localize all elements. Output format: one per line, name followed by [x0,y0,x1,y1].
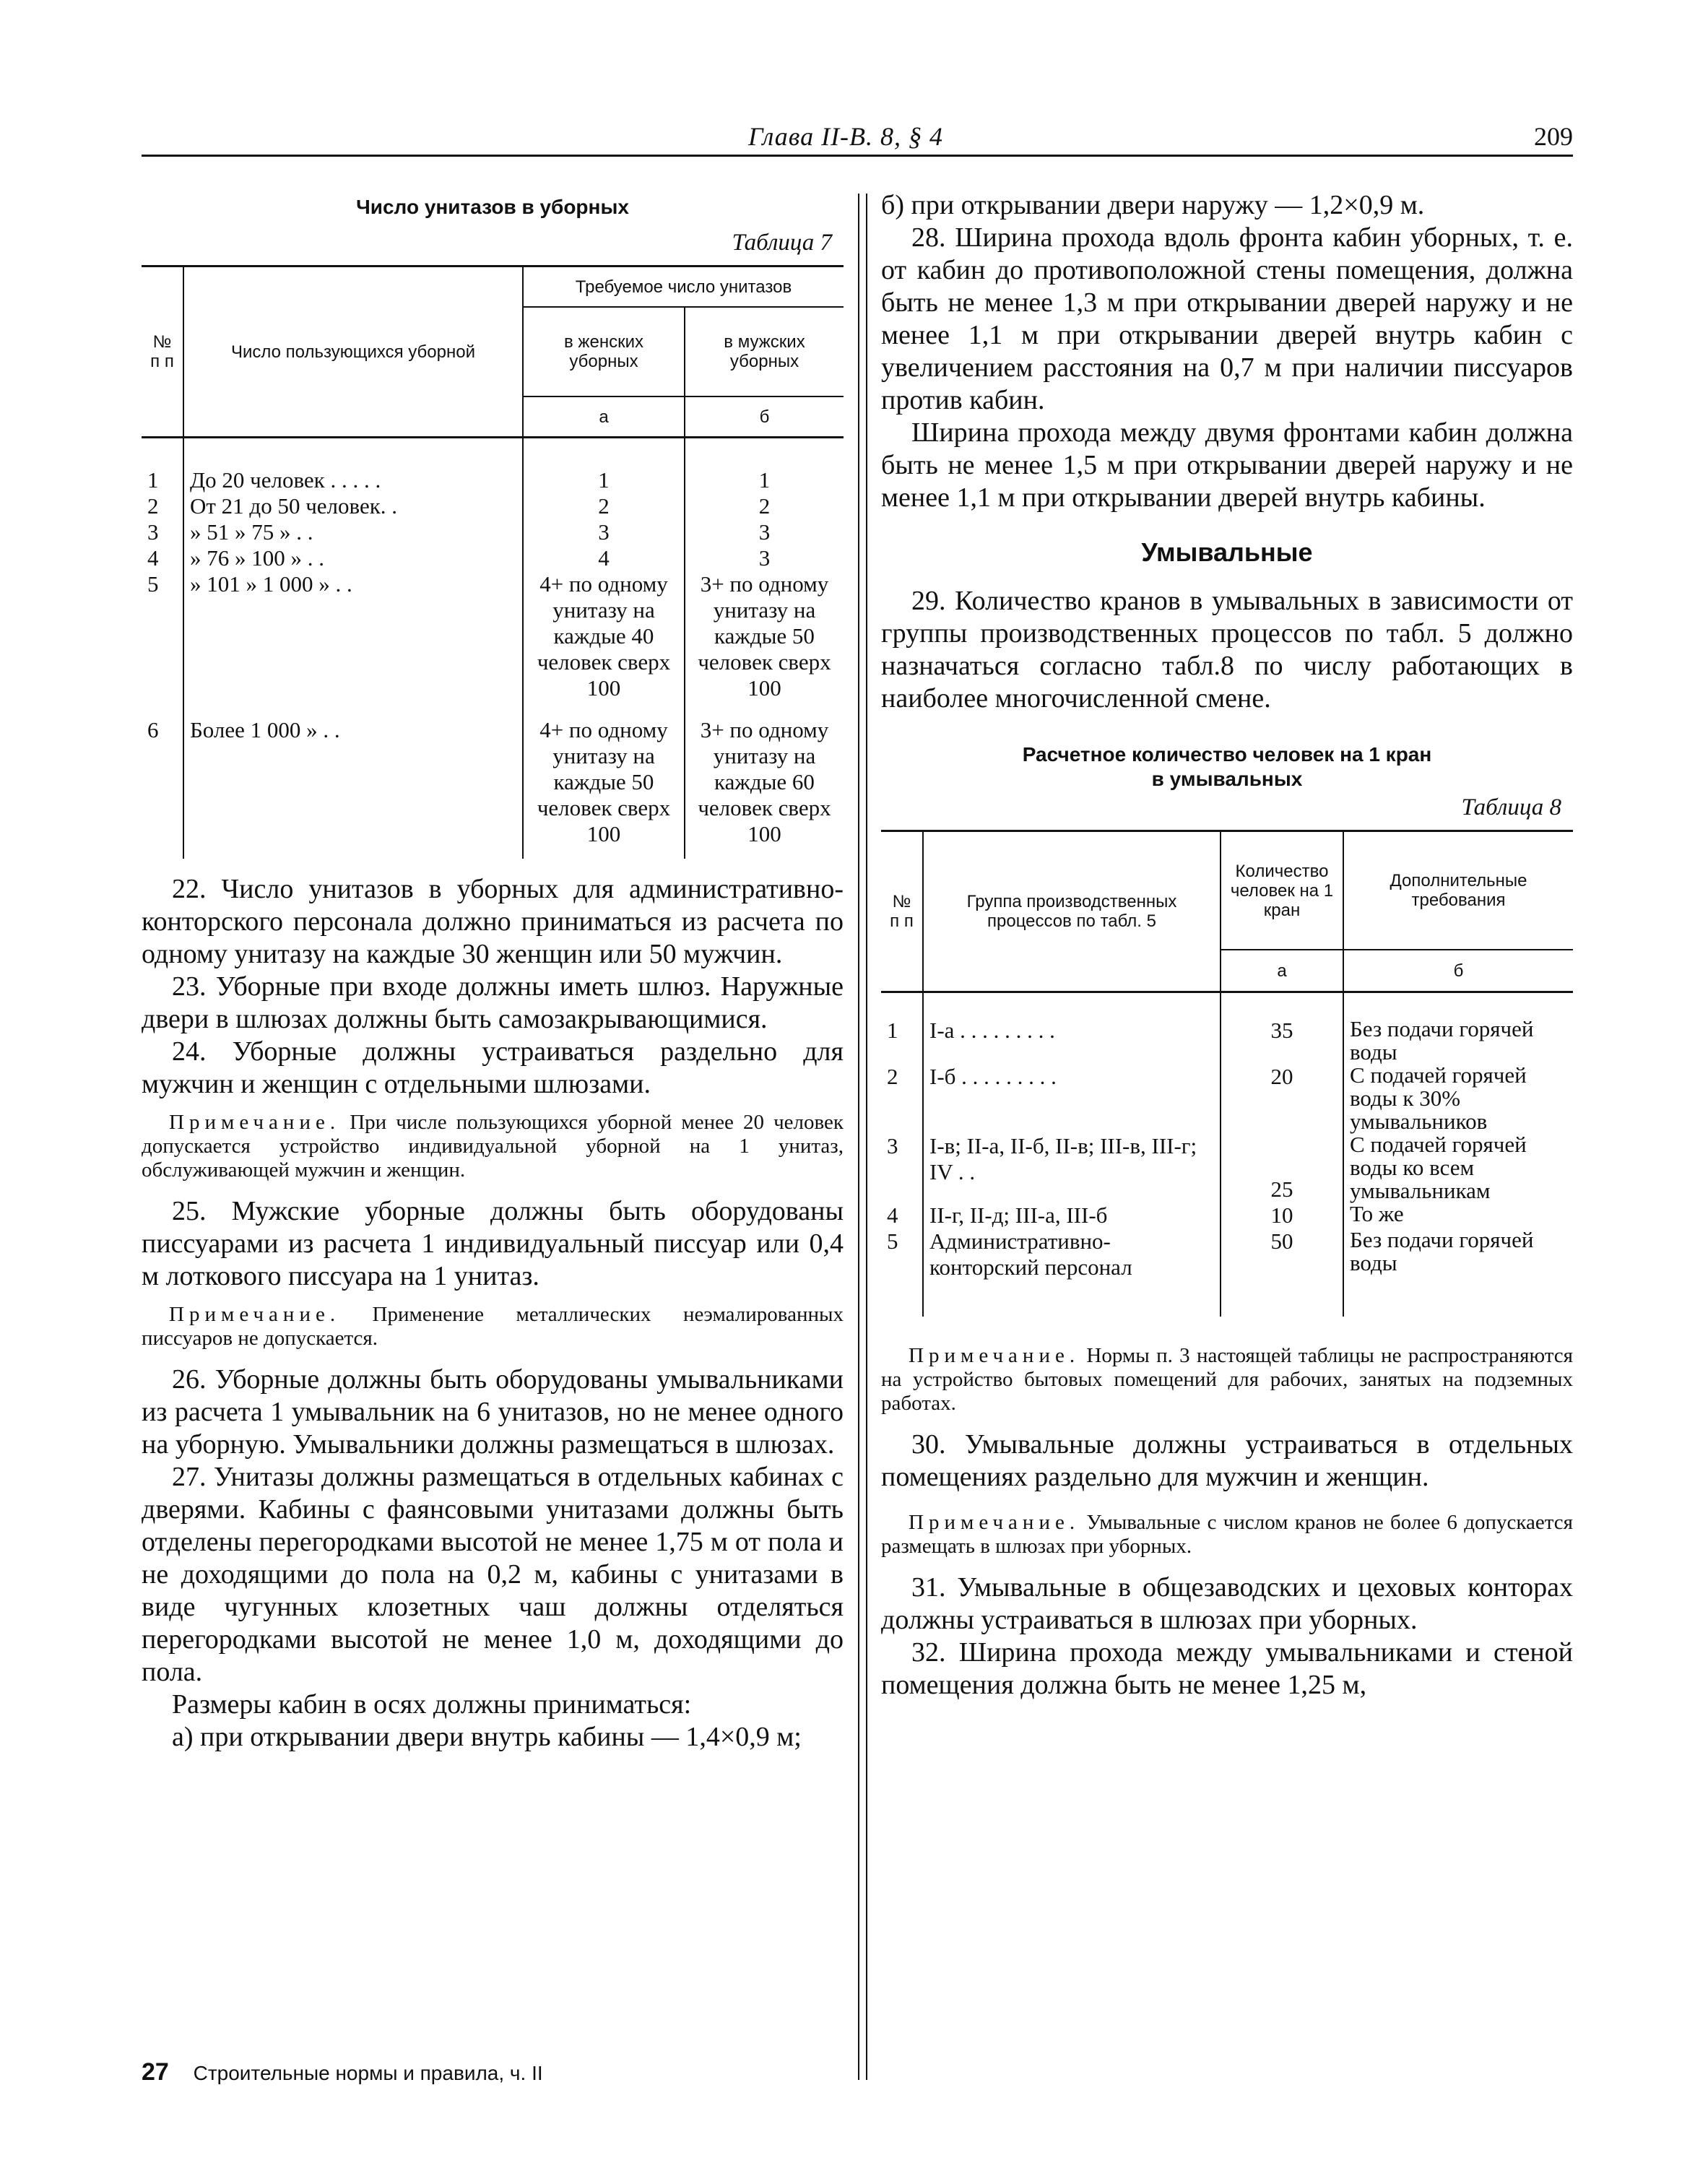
signature-mark: 27 [142,2058,169,2086]
table8-col-count: Количество человек на 1 кран [1221,831,1343,950]
table-row: 2 От 21 до 50 человек. . 2 2 [142,493,844,519]
paragraph-27: 27. Унитазы должны размещаться в отдельных кабинах с дверями. Кабины с фаянсовыми унитазами должны быть отделены перегородками высотой не менее 1,75 м от пола и не доходящими до пола на 0,2 м, кабины с унитазами в виде чугунных клозетных чаш должны отделяться перегородками высотой не менее 1,0 м, доходящими до пола. [142,1462,844,1687]
table7-sub-a: а [523,396,685,438]
paragraph-23: 23. Уборные при входе должны иметь шлюз. Наружные двери в шлюзах должны быть самозакрывающимися. [142,971,844,1034]
table7-col-num: № п п [142,266,183,438]
note-label: Примечание. [909,1511,1080,1534]
note-text: При числе пользующихся уборной менее 20 человек допускается устройство индивидуальной уборной на 1 унитаз, обслуживающей мужчин и женщин. [142,1111,844,1182]
right-column [881,189,1573,1702]
note-text: Применение металлических неэмалированных писсуаров не допускается. [142,1303,844,1350]
paragraph-31: 31. Умывальные в общезаводских и цеховых конторах должны устраиваться в шлюзах при уборных. [881,1572,1573,1635]
note-label: Примечание. [169,1303,341,1326]
note-label: Примечание. [909,1344,1080,1367]
table7-col-men: в мужских уборных [685,307,844,396]
table8-col-requirements: Дополнительные требования [1343,831,1573,950]
chapter-reference: Глава II-В. 8, § 4 [748,122,944,151]
note-3 [881,1344,1573,1416]
table-row: 4 II-г, II-д; III-а, III-б 10 То же [881,1202,1573,1228]
note-label: Примечание. [169,1111,341,1134]
table8-title-line2: в умывальных [1151,768,1303,790]
table8-col-num: № п п [881,831,923,992]
column-separator [858,194,867,2080]
page-footer [142,2058,543,2086]
table-row: 3 I-в; II-а, II-б, II-в; III-в, III-г; IV . . 25 С подачей горячей воды ко всем умывальникам [881,1133,1573,1202]
table8-col-group: Группа производственных процессов по табл. 5 [923,831,1221,992]
paragraph-30: 30. Умывальные должны устраиваться в отдельных помещениях раздельно для мужчин и женщин. [881,1429,1573,1492]
paragraph-32: 32. Ширина прохода между умывальниками и стеной помещения должна быть не менее 1,25 м, [881,1637,1573,1700]
table8-sub-b: б [1343,950,1573,992]
table8-label: Таблица 8 [1461,794,1561,820]
paragraph-27-a: а) при открывании двери внутрь кабины — 1,4×0,9 м; [172,1722,802,1752]
paragraph-27-b: б) при открывании двери наружу — 1,2×0,9 м. [881,190,1425,220]
table8 [881,830,1573,1317]
table7-col-required: Требуемое число унитазов [523,266,844,308]
note-text: Нормы п. 3 настоящей таблицы не распространяются на устройство бытовых помещений для рабочих, занятых на подземных работах. [881,1344,1574,1415]
left-column [142,189,844,1754]
table-row: 5 Административно-конторский персонал 50 Без подачи горячей воды [881,1228,1573,1280]
table-row: 2 I-б . . . . . . . . . 20 С подачей горячей воды к 30% умывальников [881,1064,1573,1133]
paragraph-28: 28. Ширина прохода вдоль фронта кабин уборных, т. е. от кабин до противоположной стены помещения, должна быть не менее 1,3 м при открывании дверей наружу и не менее 1,1 м при открывании дверей внутрь кабин с увеличением расстояния на 0,7 м при наличии писсуаров против кабин. [881,222,1573,415]
page-number: 209 [1534,122,1573,151]
section-title: Умывальные [1141,537,1313,567]
table7-col-women: в женских уборных [523,307,685,396]
note-1 [142,1111,844,1182]
table7-col-users: Число пользующихся уборной [183,266,523,438]
paragraph-25: 25. Мужские уборные должны быть оборудованы писсуарами из расчета 1 индивидуальный писсуар или 0,4 м лоткового писсуара на 1 унитаз. [142,1196,844,1291]
header-rule [142,155,1573,157]
table-row: 1 I-а . . . . . . . . . 35 Без подачи горячей воды [881,1018,1573,1064]
paragraph-28-b: Ширина прохода между двумя фронтами кабин должна быть не менее 1,5 м при открывании дверей наружу и не менее 1,1 м при открывании дверей внутрь кабины. [881,417,1573,513]
note-2 [142,1303,844,1351]
note-4 [881,1511,1573,1559]
paragraph-26: 26. Уборные должны быть оборудованы умывальниками из расчета 1 умывальник на 6 унитазов, но не менее одного на уборную. Умывальники должны размещаться в шлюзах. [142,1364,844,1460]
paragraph-24: 24. Уборные должны устраиваться раздельно для мужчин и женщин с отдельными шлюзами. [142,1036,844,1099]
table7 [142,265,844,859]
table7-label: Таблица 7 [732,230,832,256]
table8-title-line1: Расчетное количество человек на 1 кран [1022,743,1432,766]
table-row: 4 » 76 » 100 » . . 4 3 [142,545,844,571]
note-text: Умывальные с числом кранов не более 6 допускается размещать в шлюзах при уборных. [881,1511,1573,1558]
running-head [142,121,1573,150]
footer-text: Строительные нормы и правила, ч. II [193,2062,543,2084]
paragraph-27-sizes: Размеры кабин в осях должны приниматься: [172,1689,692,1720]
table-row: 5 » 101 » 1 000 » . . 4+ по одному унитазу на каждые 40 человек сверх 100 3+ по одному унитазу на каждые 50 человек сверх 100 [142,571,844,701]
table7-title: Число унитазов в уборных [356,196,629,218]
table7-sub-b: б [685,396,844,438]
table-row: 1 До 20 человек . . . . . 1 1 [142,467,844,493]
table8-sub-a: а [1221,950,1343,992]
table-row: 3 » 51 » 75 » . . 3 3 [142,519,844,545]
table-row: 6 Более 1 000 » . . 4+ по одному унитазу на каждые 50 человек сверх 100 3+ по одному унитазу на каждые 60 человек сверх 100 [142,717,844,847]
paragraph-22: 22. Число унитазов в уборных для административно-конторского персонала должно приниматься из расчета по одному унитазу на каждые 30 женщин или 50 мужчин. [142,874,844,969]
paragraph-29: 29. Количество кранов в умывальных в зависимости от группы производственных процессов по табл. 5 должно назначаться согласно табл.8 по числу работающих в наиболее многочисленной смене. [881,586,1573,714]
